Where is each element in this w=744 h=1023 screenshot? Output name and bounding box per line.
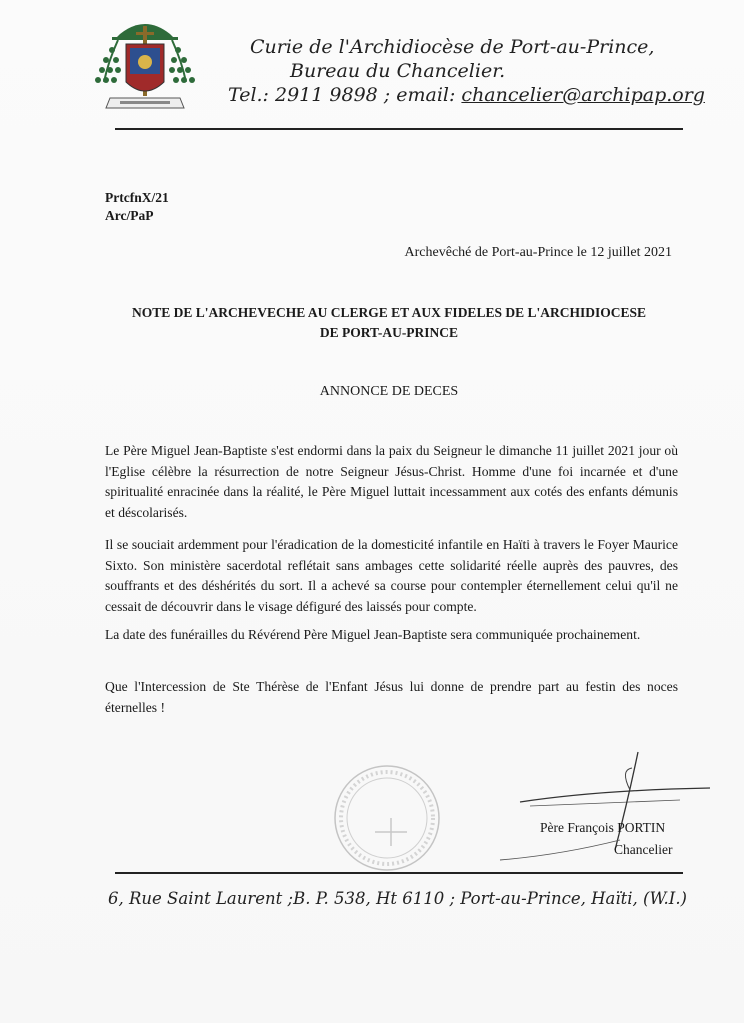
reference-number: PrtcfnX/21 (105, 190, 169, 205)
header-divider (115, 128, 683, 130)
body-paragraph-3: La date des funérailles du Révérend Père Miguel Jean-Baptiste sera communiquée prochainement. (105, 627, 641, 642)
header-line-curie: Curie de l'Archidiocèse de Port-au-Prince, (250, 36, 655, 58)
document-subtitle: ANNONCE DE DECES (319, 384, 459, 399)
document-title (105, 303, 673, 343)
body-paragraph-4: Que l'Intercession de Ste Thérèse de l'Enfant Jésus lui donne de prendre part au festin des noces éternelles ! (105, 679, 678, 715)
reference-code: Arc/PaP (105, 208, 154, 223)
footer-address: 6, Rue Saint Laurent ;B. P. 538, Ht 6110 ; Port-au-Prince, Haïti, (W.I.) (108, 889, 687, 908)
body-paragraph-1: Le Père Miguel Jean-Baptiste s'est endormi dans la paix du Seigneur le dimanche 11 juillet 2021 jour où l'Eglise célèbre la résurrection de notre Seigneur Jésus-Christ. Homme d'une foi incarnée et d'une spiritualité enracinée dans la réalité, le Père Miguel luttait incessamment aux cotés des enfants démunis et déscolarisés. (105, 443, 678, 520)
signer-role: Chancelier (614, 842, 673, 857)
header-tel: Tel.: 2911 9898 ; email: (228, 84, 462, 106)
title-line-2: DE PORT-AU-PRINCE (319, 325, 459, 340)
coat-of-arms-icon (90, 12, 200, 120)
title-line-1: NOTE DE L'ARCHEVECHE AU CLERGE ET AUX FIDELES DE L'ARCHIDIOCESE (132, 305, 646, 320)
body-paragraph-2: Il se souciait ardemment pour l'éradication de la domesticité infantile en Haïti à travers le Foyer Maurice Sixto. Son ministère sacerdotal reflétait sans ambages cette solidarité réelle auprès des pauvres, des souffrants et des déshérités du sort. Il a achevé sa course pour contempler éternellement celui qu'il ne cessait de découvrir dans le visage défiguré des laissés pour compte. (105, 537, 678, 614)
header-line-bureau: Bureau du Chancelier. (290, 60, 506, 82)
official-seal-icon (327, 762, 447, 874)
handwritten-signature-icon (480, 750, 730, 870)
signer-name: Père François PORTIN (540, 820, 666, 835)
footer-divider (115, 872, 683, 874)
dateline: Archevêché de Port-au-Prince le 12 juillet 2021 (404, 245, 672, 260)
header-contact (228, 84, 705, 106)
header-email-link[interactable]: chancelier@archipap.org (461, 84, 705, 106)
